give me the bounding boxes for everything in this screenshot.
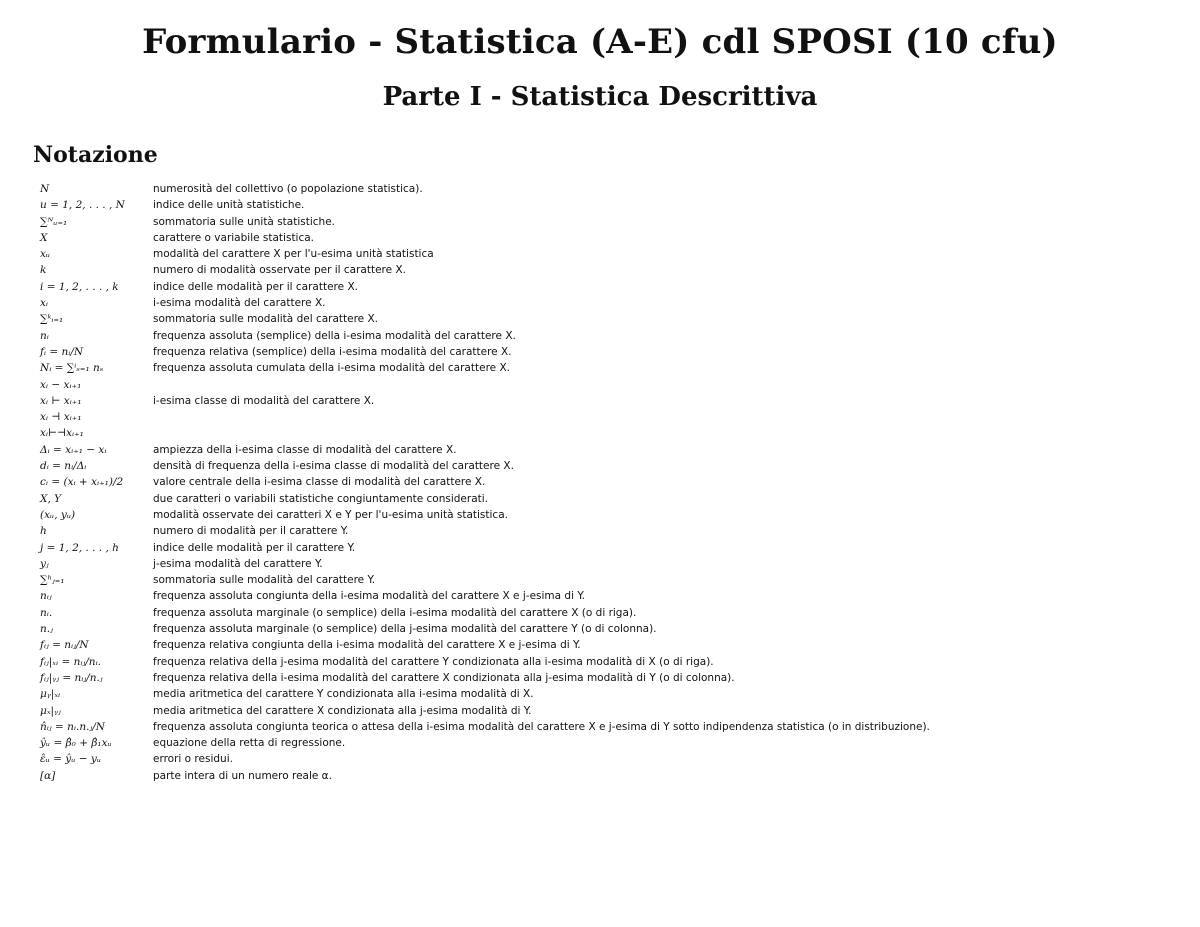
notation-row <box>40 703 1180 719</box>
notation-row <box>40 572 1180 588</box>
notation-symbol: [α] <box>40 769 56 782</box>
notation-description: numero di modalità per il carattere Y. <box>153 525 349 538</box>
notation-row <box>40 344 1180 360</box>
notation-description: modalità osservate dei caratteri X e Y per l'u-esima unità statistica. <box>153 508 508 521</box>
notation-description: parte intera di un numero reale α. <box>153 769 332 782</box>
page-title: Formulario - Statistica (A-E) cdl SPOSI (10 cfu) <box>142 22 1058 62</box>
notation-list <box>40 181 1180 784</box>
notation-description: errori o residui. <box>153 753 233 766</box>
notation-symbol: xᵢ ⊢ xᵢ₊₁ <box>40 394 82 407</box>
notation-row <box>40 735 1180 751</box>
notation-row <box>40 654 1180 670</box>
notation-row <box>40 409 1180 425</box>
notation-description: sommatoria sulle modalità del carattere Y. <box>153 574 376 587</box>
notation-symbol: X, Y <box>40 492 62 505</box>
notation-description: numerosità del collettivo (o popolazione statistica). <box>153 183 423 195</box>
notation-row <box>40 670 1180 686</box>
notation-description: carattere o variabile statistica. <box>153 231 315 244</box>
notation-row <box>40 751 1180 767</box>
notation-symbol: μₓ|ᵧⱼ <box>40 704 61 717</box>
notation-description: densità di frequenza della i-esima classe di modalità del carattere X. <box>153 460 514 473</box>
notation-description: numero di modalità osservate per il carattere X. <box>153 264 406 277</box>
notation-description: frequenza relativa (semplice) della i-esima modalità del carattere X. <box>153 345 512 358</box>
part-subtitle: Parte I - Statistica Descrittiva <box>382 82 818 112</box>
notation-symbol: μᵧ|ₓᵢ <box>40 688 61 701</box>
notation-symbol: fᵢⱼ|ᵧⱼ = nᵢⱼ/n.ⱼ <box>40 671 103 684</box>
notation-row <box>40 230 1180 246</box>
notation-symbol: N <box>40 183 50 195</box>
notation-row <box>40 768 1180 784</box>
notation-symbol: xᵢ⊢⊣xᵢ₊₁ <box>40 427 84 440</box>
notation-row <box>40 328 1180 344</box>
notation-row <box>40 393 1180 409</box>
notation-row <box>40 295 1180 311</box>
notation-symbol: ∑ᵏᵢ₌₁ <box>40 313 64 326</box>
notation-symbol: k <box>40 264 47 277</box>
notation-row <box>40 588 1180 604</box>
notation-row <box>40 507 1180 523</box>
notation-row <box>40 442 1180 458</box>
notation-symbol: n̂ᵢⱼ = nᵢ.n.ⱼ/N <box>40 720 105 733</box>
notation-row <box>40 425 1180 441</box>
notation-row <box>40 474 1180 490</box>
notation-symbol: fᵢⱼ|ₓᵢ = nᵢⱼ/nᵢ. <box>40 655 102 668</box>
notation-description: frequenza assoluta (semplice) della i-esima modalità del carattere X. <box>153 329 516 342</box>
notation-symbol: nᵢⱼ <box>40 590 52 603</box>
notation-row <box>40 686 1180 702</box>
notation-description: j-esima modalità del carattere Y. <box>153 557 323 570</box>
notation-row <box>40 246 1180 262</box>
notation-description: frequenza assoluta congiunta teorica o attesa della i-esima modalità del carattere X e j-esima di Y sotto indipendenza statistica (o in distribuzione). <box>153 720 930 733</box>
notation-symbol: xᵤ <box>40 248 51 261</box>
notation-description: valore centrale della i-esima classe di modalità del carattere X. <box>153 476 486 489</box>
notation-symbol: ε̂ᵤ = ŷᵤ − yᵤ <box>40 753 102 766</box>
notation-symbol: cᵢ = (xᵢ + xᵢ₊₁)/2 <box>40 476 124 489</box>
notation-description: ampiezza della i-esima classe di modalità del carattere X. <box>153 443 457 456</box>
notation-symbol: j = 1, 2, . . . , h <box>40 541 119 554</box>
notation-description: frequenza relativa congiunta della i-esima modalità del carattere X e j-esima di Y. <box>153 639 581 652</box>
notation-row <box>40 605 1180 621</box>
notation-symbol: fᵢⱼ = nᵢⱼ/N <box>40 639 89 652</box>
notation-description: sommatoria sulle modalità del carattere X. <box>153 313 379 326</box>
notation-symbol: n.ⱼ <box>40 623 53 636</box>
notation-symbol: yⱼ <box>40 557 49 570</box>
notation-row <box>40 523 1180 539</box>
notation-symbol: X <box>40 231 48 244</box>
notation-description: frequenza assoluta marginale (o semplice) della i-esima modalità del carattere X (o di riga). <box>153 606 637 619</box>
notation-row <box>40 377 1180 393</box>
notation-description: frequenza assoluta marginale (o semplice) della j-esima modalità del carattere Y (o di colonna). <box>153 623 657 636</box>
notation-symbol: (xᵤ, yᵤ) <box>40 508 76 521</box>
notation-description: media aritmetica del carattere Y condizionata alla i-esima modalità di X. <box>153 688 534 701</box>
notation-symbol: h <box>40 525 47 538</box>
notation-row <box>40 491 1180 507</box>
notation-row <box>40 621 1180 637</box>
notation-row <box>40 279 1180 295</box>
notation-row <box>40 214 1180 230</box>
notation-symbol: ŷᵤ = β̂₀ + β̂₁xᵤ <box>40 737 112 750</box>
notation-row <box>40 719 1180 735</box>
notation-description: frequenza assoluta congiunta della i-esima modalità del carattere X e j-esima di Y. <box>153 590 585 603</box>
notation-symbol: xᵢ <box>40 297 49 310</box>
notation-row <box>40 311 1180 327</box>
notation-row <box>40 197 1180 213</box>
notation-symbol: ∑ᴺᵤ₌₁ <box>40 215 68 228</box>
notation-description: i-esima modalità del carattere X. <box>153 297 326 310</box>
notation-description: indice delle unità statistiche. <box>153 199 305 212</box>
notation-symbol: dᵢ = nᵢ/Δᵢ <box>40 460 87 473</box>
notation-description: frequenza assoluta cumulata della i-esima modalità del carattere X. <box>153 362 510 375</box>
notation-row <box>40 637 1180 653</box>
notation-symbol: xᵢ − xᵢ₊₁ <box>40 378 82 391</box>
notation-row <box>40 458 1180 474</box>
notation-symbol: xᵢ ⊣ xᵢ₊₁ <box>40 411 82 424</box>
notation-description: i-esima classe di modalità del carattere X. <box>153 394 375 407</box>
notation-description: indice delle modalità per il carattere X. <box>153 280 358 293</box>
notation-symbol: fᵢ = nᵢ/N <box>40 345 84 358</box>
notation-description: frequenza relativa della j-esima modalità del carattere Y condizionata alla i-esima modalità di X (o di riga). <box>153 655 714 668</box>
notation-row <box>40 540 1180 556</box>
notation-symbol: u = 1, 2, . . . , N <box>40 199 125 212</box>
notation-description: media aritmetica del carattere X condizionata alla j-esima modalità di Y. <box>153 704 532 717</box>
notation-symbol: i = 1, 2, . . . , k <box>40 280 119 293</box>
notation-description: modalità del carattere X per l'u-esima unità statistica <box>153 248 434 261</box>
notation-description: frequenza relativa della i-esima modalità del carattere X condizionata alla j-esima modalità di Y (o di colonna). <box>153 671 735 684</box>
notation-symbol: nᵢ. <box>40 606 53 619</box>
notation-row <box>40 181 1180 197</box>
notation-description: indice delle modalità per il carattere Y. <box>153 541 356 554</box>
notation-description: due caratteri o variabili statistiche congiuntamente considerati. <box>153 492 489 505</box>
notation-description: sommatoria sulle unità statistiche. <box>153 215 335 228</box>
section-heading: Notazione <box>33 142 158 168</box>
notation-symbol: Nᵢ = ∑ⁱₛ₌₁ nₛ <box>40 362 104 375</box>
notation-symbol: ∑ʰⱼ₌₁ <box>40 574 65 587</box>
notation-row <box>40 556 1180 572</box>
notation-row <box>40 262 1180 278</box>
notation-symbol: Δᵢ = xᵢ₊₁ − xᵢ <box>40 443 107 456</box>
notation-row <box>40 360 1180 376</box>
notation-description: equazione della retta di regressione. <box>153 737 346 750</box>
notation-symbol: nᵢ <box>40 329 49 342</box>
